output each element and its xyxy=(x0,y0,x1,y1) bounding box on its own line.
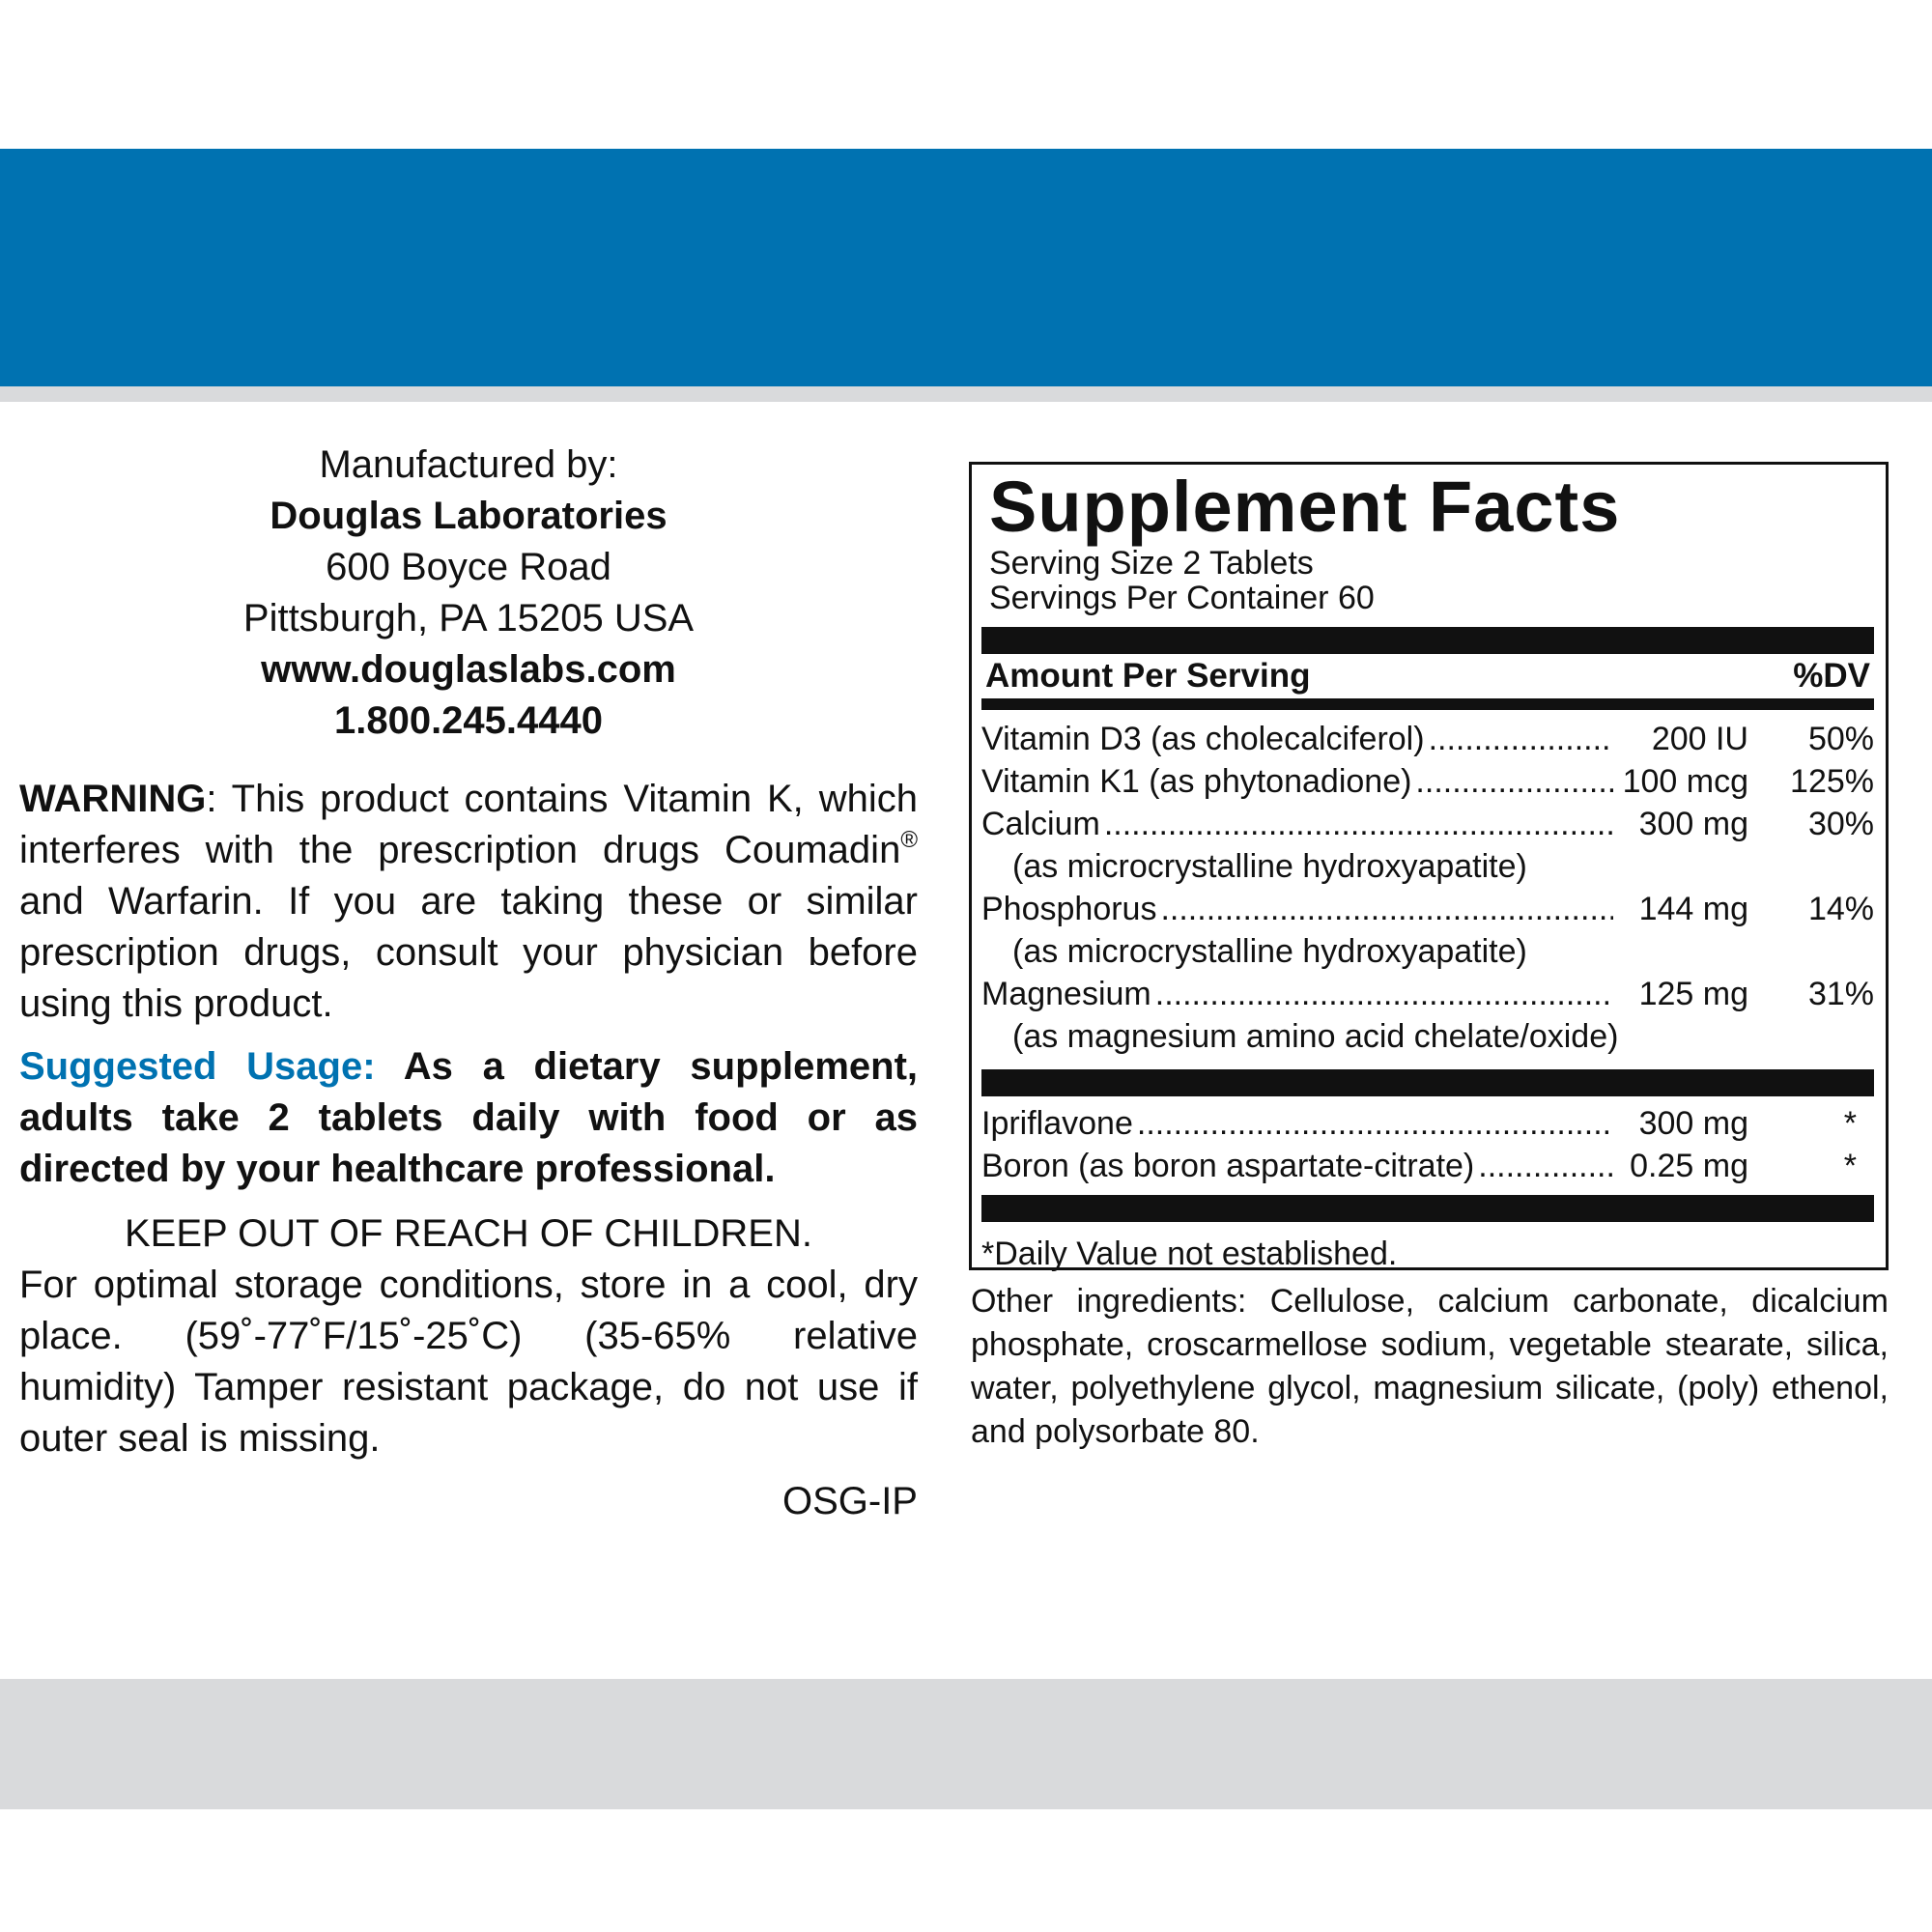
usage-text: As a dietary supplement, adults take 2 tablets daily with food or as directed by your healthcare professional. xyxy=(19,1045,919,1190)
header-dv: %DV xyxy=(1793,657,1870,695)
nutrient-list xyxy=(981,710,1874,1058)
footer-band xyxy=(0,1679,1932,1809)
leader-dots xyxy=(1415,760,1613,803)
nutrient-amount: 100 mcg xyxy=(1622,763,1748,800)
manufacturer-label: Manufactured by: xyxy=(319,443,618,486)
leader-dots xyxy=(1429,718,1613,760)
nutrient-dv: 125% xyxy=(1790,763,1874,800)
nutrient-source: (as magnesium amino acid chelate/oxide) xyxy=(1012,1018,1619,1055)
nutrient-name: Ipriflavone xyxy=(981,1105,1133,1142)
facts-divider-medium xyxy=(981,698,1874,710)
nutrient-name: Vitamin K1 (as phytonadione) xyxy=(981,763,1412,800)
serving-size: Serving Size 2 Tablets xyxy=(989,545,1314,582)
leader-dots xyxy=(1104,803,1613,845)
storage-paragraph: For optimal storage conditions, store in a cool, dry place. (59˚-77˚F/15˚-25˚C) (35-65% relative humidity) Tamper resistant package, do not use if outer seal is missing. xyxy=(19,1264,918,1460)
facts-divider-thick xyxy=(981,627,1874,654)
manufacturer-phone: 1.800.245.4440 xyxy=(333,699,604,742)
other-ingredients: Other ingredients: Cellulose, calcium carbonate, dicalcium phosphate, croscarmellose sodium, vegetable stearate, silica, water, polyethylene glycol, magnesium silicate, (poly) ethenol, and polysorbate 80. xyxy=(971,1283,1889,1450)
nutrient-dv: 30% xyxy=(1807,806,1874,842)
keep-out-notice: KEEP OUT OF REACH OF CHILDREN. xyxy=(125,1212,812,1255)
nutrient-row xyxy=(981,718,1874,760)
warning-text-2: and Warfarin. If you are taking these or similar prescription drugs, consult your physician before using this product. xyxy=(19,880,918,1025)
servings-per-container: Servings Per Container 60 xyxy=(989,580,1375,616)
label-left-column xyxy=(19,440,918,1527)
manufacturer-street: 600 Boyce Road xyxy=(326,546,611,588)
header-divider-band xyxy=(0,386,1932,402)
nutrient-amount: 300 mg xyxy=(1638,1105,1748,1142)
nutrient-dv: * xyxy=(1843,1105,1857,1142)
nutrient-row xyxy=(981,1102,1874,1145)
warning-paragraph xyxy=(19,774,918,1030)
manufacturer-company: Douglas Laboratories xyxy=(270,495,668,537)
usage-paragraph xyxy=(19,1041,918,1195)
header-band xyxy=(0,149,1932,386)
product-code: OSG-IP xyxy=(781,1480,918,1522)
nutrient-name: Vitamin D3 (as cholecalciferol) xyxy=(981,721,1425,757)
facts-divider-thick xyxy=(981,1069,1874,1096)
facts-divider-thick xyxy=(981,1195,1874,1222)
warning-label: WARNING xyxy=(19,778,207,820)
nutrient-name: Boron (as boron aspartate-citrate) xyxy=(981,1148,1475,1184)
nutrient-amount: 0.25 mg xyxy=(1630,1148,1748,1184)
nutrient-source: (as microcrystalline hydroxyapatite) xyxy=(1012,848,1527,885)
leader-dots xyxy=(1478,1145,1613,1187)
nutrient-amount: 125 mg xyxy=(1638,976,1748,1012)
facts-header-row xyxy=(981,654,1874,698)
registered-mark: ® xyxy=(900,827,918,853)
facts-footnote: *Daily Value not established. xyxy=(981,1236,1398,1272)
manufacturer-block xyxy=(19,440,918,747)
manufacturer-website: www.douglaslabs.com xyxy=(261,648,676,691)
nutrient-amount: 144 mg xyxy=(1638,891,1748,927)
leader-dots xyxy=(1160,888,1613,930)
nutrient-amount: 200 IU xyxy=(1651,721,1748,757)
nutrient-dv: * xyxy=(1843,1148,1857,1184)
nutrient-dv: 14% xyxy=(1807,891,1874,927)
nutrient-row xyxy=(981,760,1874,803)
nutrient-amount: 300 mg xyxy=(1638,806,1748,842)
nutrient-row xyxy=(981,803,1874,845)
facts-title: Supplement Facts xyxy=(989,467,1621,547)
supplement-facts-panel xyxy=(969,462,1889,1270)
manufacturer-city: Pittsburgh, PA 15205 USA xyxy=(242,597,695,639)
nutrient-row xyxy=(981,888,1874,930)
leader-dots xyxy=(1137,1102,1613,1145)
leader-dots xyxy=(1155,973,1613,1015)
nutrient-row xyxy=(981,973,1874,1015)
nutrient-name: Phosphorus xyxy=(981,891,1157,927)
nutrient-name: Magnesium xyxy=(981,976,1151,1012)
nutrient-name: Calcium xyxy=(981,806,1100,842)
other-nutrient-list xyxy=(981,1102,1874,1187)
header-amount: Amount Per Serving xyxy=(985,657,1311,695)
nutrient-dv: 50% xyxy=(1807,721,1874,757)
nutrient-dv: 31% xyxy=(1807,976,1874,1012)
nutrient-source: (as microcrystalline hydroxyapatite) xyxy=(1012,933,1527,970)
warning-text-1: : This product contains Vitamin K, which interferes with the prescription drugs Coumadin xyxy=(19,778,918,871)
nutrient-row xyxy=(981,1145,1874,1187)
usage-label: Suggested Usage: xyxy=(19,1045,376,1088)
